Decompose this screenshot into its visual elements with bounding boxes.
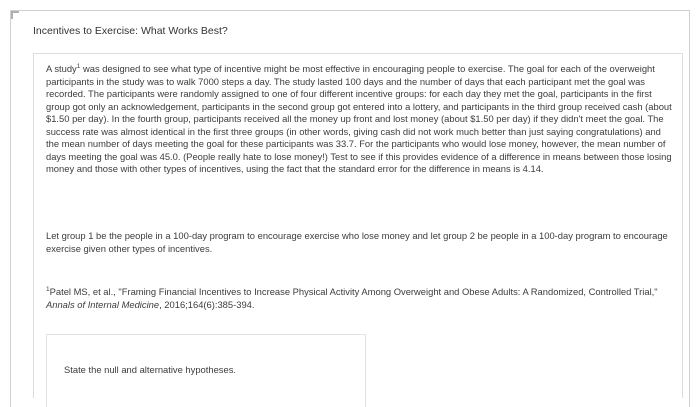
- intro-word: A study: [46, 63, 77, 74]
- corner-marker: [11, 11, 19, 19]
- footnote-journal: Annals of Internal Medicine: [46, 298, 160, 310]
- problem-title: Incentives to Exercise: What Works Best?: [33, 25, 228, 37]
- footnote-tail: , 2016;164(6):385-394.: [159, 298, 255, 310]
- footnote-citation: Patel MS, et al., "Framing Financial Incentives to Increase Physical Activity Among Overweight and Obese Adults: A Randomized, Controlled Trial,": [49, 286, 658, 297]
- problem-statement-text: was designed to see what type of incentive might be most effective in encouraging people to exercise. The goal for each of the overweight participants in the study was to walk 7000 steps a day. The study lasted 100 days and the number of days that each participant met the goal was recorded. The participants were randomly assigned to one of four different incentive groups: for each day they met the goal, participants in the first group got only an acknowledgement, participants in the second group got entered into a lottery, and participants in the third group received cash (about $1.50 per day). In the fourth group, participants received all the money up front and lost money (about $1.50 per day) if they didn't meet the goal. The success rate was almost identical in the first three groups (in other words, giving cash did not work much better than just saying congratulations) and the mean number of days meeting the goal for these participants was 33.7. For the participants who would lose money, however, the mean number of days meeting the goal was 45.0. (People really hate to lose money!) Test to see if this provides evidence of a difference in means between those losing money and those with other types of incentives, using the fact that the standard error for the difference in means is 4.14.: [46, 63, 672, 175]
- problem-statement: [46, 63, 672, 176]
- problem-body: [33, 53, 683, 398]
- problem-frame: [10, 10, 690, 407]
- group-definition: Let group 1 be the people in a 100-day program to encourage exercise who lose money and let group 2 be people in a 100-day program to encourage exercise given other types of incentives.: [46, 230, 668, 254]
- footnote-marker: 1: [46, 285, 50, 293]
- footnote: [46, 286, 672, 311]
- footnote-ref: 1: [76, 62, 81, 70]
- question-prompt: State the null and alternative hypotheses.: [64, 364, 236, 375]
